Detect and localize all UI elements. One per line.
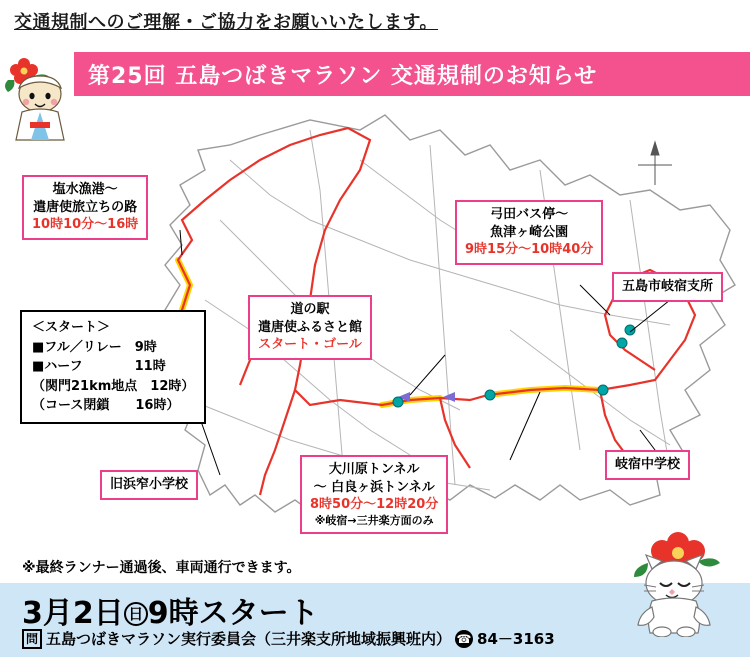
- mascot-tsubaki-cat-icon: [600, 527, 745, 637]
- mascot-tsubaki-girl-icon: [2, 50, 80, 145]
- inquiry-badge: 問: [22, 629, 42, 649]
- callout-line-2: 魚津ヶ崎公園: [490, 224, 569, 240]
- event-date-line: [22, 588, 319, 632]
- callout-line-1: 弓田バス停～: [490, 207, 569, 222]
- callout-time: 10時10分～16時: [32, 217, 139, 233]
- place-label-text: 岐宿中学校: [615, 457, 681, 472]
- telephone-number: 84－3163: [477, 630, 555, 648]
- start-times-box: [20, 310, 206, 424]
- top-notice-text: 交通規制へのご理解・ご協力をお願いいたします。: [14, 12, 439, 33]
- callout-line-1: 塩水漁港～: [52, 182, 118, 197]
- label-former-hamasako-elementary: [100, 470, 198, 500]
- callout-michinoeki: [248, 295, 372, 360]
- organizer-line: [22, 628, 555, 649]
- start-row-gate: （関門21km地点 12時）: [32, 378, 195, 394]
- organizer-text: 五島つばきマラソン実行委員会（三井楽支所地域振興班内）: [46, 630, 452, 648]
- callout-time: 9時15分～10時40分: [465, 242, 594, 258]
- callout-start-goal: スタート・ゴール: [258, 337, 362, 353]
- callout-yumita: [455, 200, 603, 265]
- place-label-text: 五島市岐宿支所: [622, 279, 714, 294]
- start-row-full: ■フル／リレー 9時: [32, 339, 157, 355]
- callout-line-2: 遣唐使旅立ちの路: [33, 199, 138, 215]
- page-title: 第25回 五島つばきマラソン 交通規制のお知らせ: [88, 63, 598, 89]
- footnote-text: ※最終ランナー通過後、車両通行できます。: [22, 560, 301, 576]
- callout-shiomizu: [22, 175, 148, 240]
- compass-icon: [638, 142, 672, 185]
- callout-line-1: 大川原トンネル: [328, 462, 420, 477]
- event-date: 3月2日: [22, 596, 124, 631]
- callout-time: 8時50分～12時20分: [310, 497, 439, 513]
- callout-line-2: 遣唐使ふるさと館: [258, 319, 363, 335]
- title-banner: [74, 52, 750, 96]
- place-label-text: 旧浜窄小学校: [110, 477, 189, 492]
- callout-line-1: 道の駅: [290, 302, 330, 317]
- label-kishuku-junior-high: [605, 450, 690, 480]
- day-of-week-badge: 日: [124, 602, 148, 626]
- start-box-heading: ＜スタート＞: [32, 320, 111, 335]
- callout-okawara-tunnel: [300, 455, 448, 534]
- label-gotoshi-kishuku-branch: [612, 272, 723, 302]
- event-start-time: 9時スタート: [147, 596, 319, 631]
- callout-note: ※岐宿→三井楽方面のみ: [314, 513, 434, 527]
- start-row-close: （コース閉鎖 16時）: [32, 398, 180, 413]
- callout-line-2: ～ 白良ヶ浜トンネル: [313, 479, 435, 495]
- start-row-half: ■ハーフ 11時: [32, 359, 166, 374]
- telephone-icon: ☎: [456, 631, 472, 646]
